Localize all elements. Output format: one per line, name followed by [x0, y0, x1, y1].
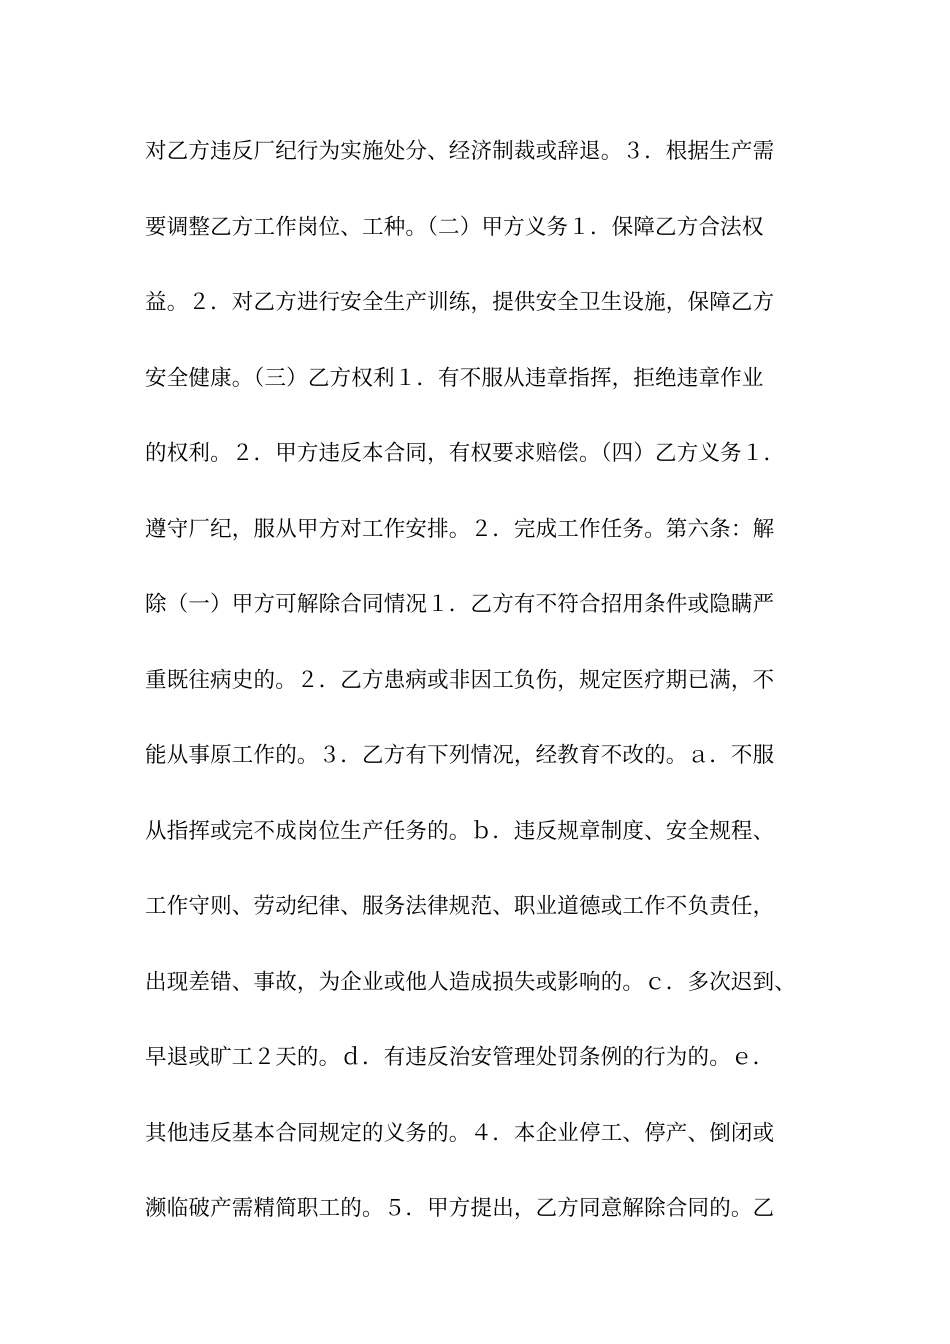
text-line: 其他违反基本合同规定的义务的。４．本企业停工、停产、倒闭或 — [145, 1120, 775, 1146]
text-line: 遵守厂纪，服从甲方对工作安排。２．完成工作任务。第六条：解 — [145, 516, 775, 542]
text-line: 除（一）甲方可解除合同情况１．乙方有不符合招用条件或隐瞒严 — [145, 592, 775, 617]
text-line: 安全健康。（三）乙方权利１．有不服从违章指挥，拒绝违章作业 — [145, 365, 764, 391]
text-line: 早退或旷工２天的。ｄ．有违反治安管理处罚条例的行为的。ｅ． — [145, 1045, 775, 1070]
text-line: 益。２．对乙方进行安全生产训练，提供安全卫生设施，保障乙方 — [145, 290, 775, 315]
text-line: 从指挥或完不成岗位生产任务的。ｂ．违反规章制度、安全规程、 — [145, 818, 775, 844]
contract-text-body — [145, 128, 825, 1261]
text-line: 能从事原工作的。３．乙方有下列情况，经教育不改的。ａ．不服 — [145, 743, 775, 768]
text-line: 出现差错、事故，为企业或他人造成损失或影响的。ｃ．多次迟到、 — [145, 969, 797, 995]
text-line: 重既往病史的。２．乙方患病或非因工负伤，规定医疗期已满，不 — [145, 667, 775, 693]
text-line: 对乙方违反厂纪行为实施处分、经济制裁或辞退。３．根据生产需 — [145, 139, 775, 164]
text-line: 濒临破产需精简职工的。５．甲方提出，乙方同意解除合同的。乙 — [145, 1196, 775, 1221]
text-line: 要调整乙方工作岗位、工种。（二）甲方义务１．保障乙方合法权 — [145, 214, 764, 240]
text-line: 的权利。２．甲方违反本合同，有权要求赔偿。（四）乙方义务１． — [145, 441, 786, 466]
text-line: 工作守则、劳动纪律、服务法律规范、职业道德或工作不负责任， — [145, 894, 775, 919]
